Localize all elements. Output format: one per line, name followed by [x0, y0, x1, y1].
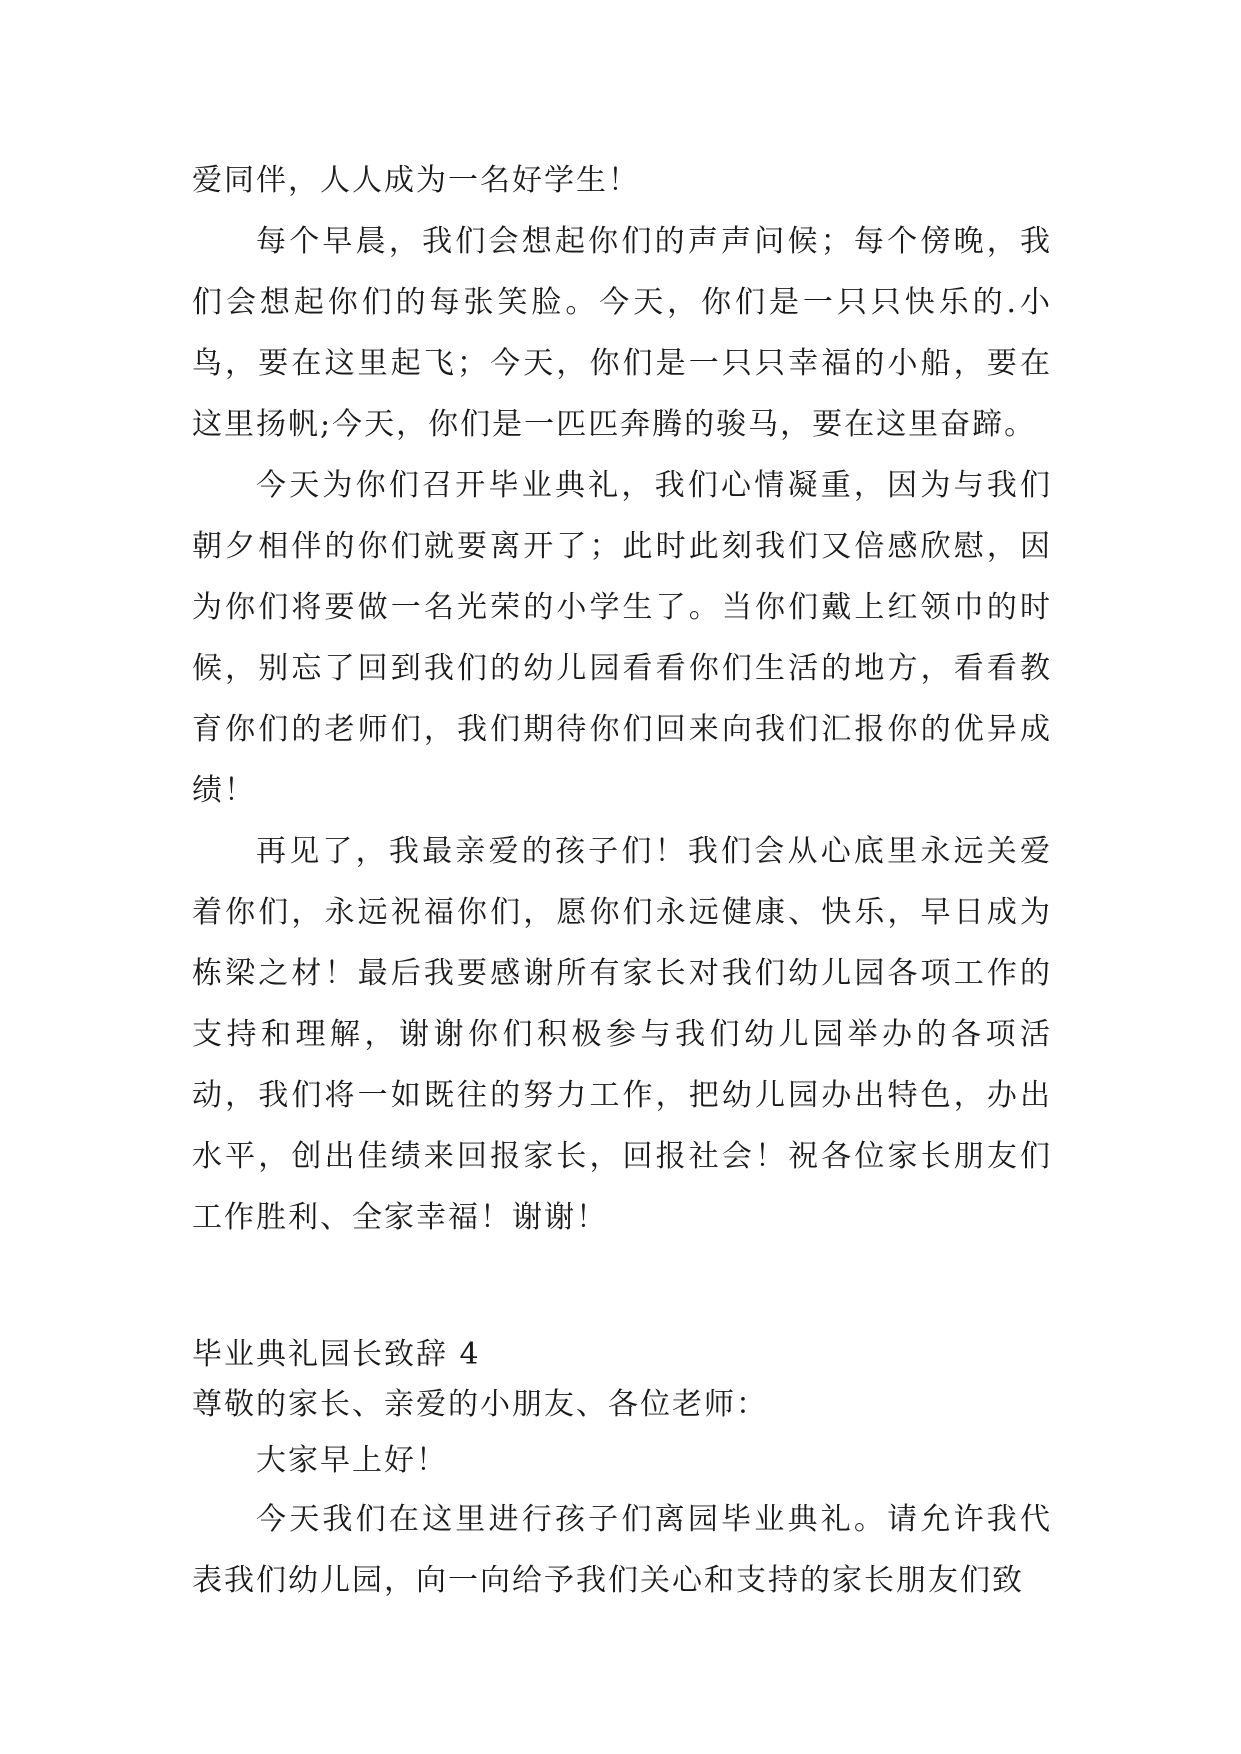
greeting: 大家早上好！ — [256, 1443, 448, 1478]
document-page — [192, 150, 1052, 1611]
salutation: 尊敬的家长、亲爱的小朋友、各位老师： — [192, 1387, 768, 1422]
paragraph-continued: 爱同伴，人人成为一名好学生！ — [192, 163, 640, 198]
paragraph-opening: 今天我们在这里进行孩子们离园毕业典礼。请允许我代表我们幼儿园，向一向给予我们关心和支持的家长朋友们致 — [192, 1502, 1052, 1598]
paragraph-morning-evening: 每个早晨，我们会想起你们的声声问候；每个傍晚，我们会想起你们的每张笑脸。今天，你们是一只只快乐的.小鸟，要在这里起飞；今天，你们是一只只幸福的小船，要在这里扬帆;今天，你们是一匹匹奔腾的骏马，要在这里奋蹄。 — [192, 224, 1052, 442]
paragraph-farewell: 再见了，我最亲爱的孩子们！我们会从心底里永远关爱着你们，永远祝福你们，愿你们永远健康、快乐，早日成为栋梁之材！最后我要感谢所有家长对我们幼儿园各项工作的支持和理解，谢谢你们积极参与我们幼儿园举办的各项活动，我们将一如既往的努力工作，把幼儿园办出特色，办出水平，创出佳绩来回报家长，回报社会！祝各位家长朋友们工作胜利、全家幸福！谢谢！ — [192, 834, 1052, 1235]
section-title: 毕业典礼园长致辞 4 — [192, 1337, 481, 1372]
paragraph-graduation: 今天为你们召开毕业典礼，我们心情凝重，因为与我们朝夕相伴的你们就要离开了；此时此刻我们又倍感欣慰，因为你们将要做一名光荣的小学生了。当你们戴上红领巾的时候，别忘了回到我们的幼儿园看看你们生活的地方，看看教育你们的老师们，我们期待你们回来向我们汇报你的优异成绩！ — [192, 468, 1052, 808]
